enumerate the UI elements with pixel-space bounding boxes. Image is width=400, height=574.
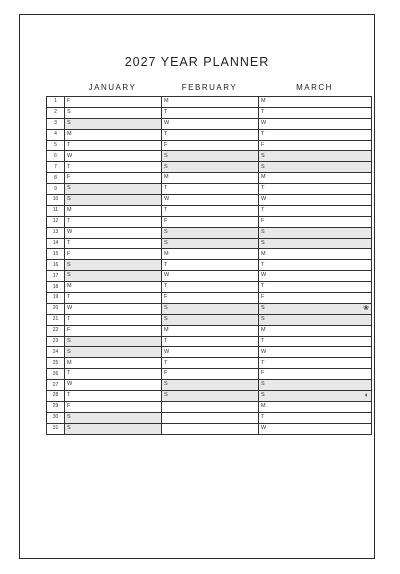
day-row bbox=[47, 303, 372, 314]
day-number: 21 bbox=[47, 314, 65, 325]
day-cell-jan[interactable]: T bbox=[65, 293, 162, 304]
day-cell-feb[interactable]: T bbox=[162, 184, 259, 195]
day-cell-jan[interactable]: T bbox=[65, 238, 162, 249]
day-cell-mar[interactable]: S ❀ bbox=[259, 303, 372, 314]
day-number: 30 bbox=[47, 412, 65, 423]
day-cell-feb[interactable]: M bbox=[162, 173, 259, 184]
day-number: 14 bbox=[47, 238, 65, 249]
day-row bbox=[47, 325, 372, 336]
day-cell-jan[interactable]: T bbox=[65, 369, 162, 380]
day-cell-mar[interactable]: F bbox=[259, 140, 372, 151]
day-cell-jan[interactable]: S bbox=[65, 347, 162, 358]
day-cell-jan[interactable]: S bbox=[65, 184, 162, 195]
day-cell-mar[interactable]: S bbox=[259, 238, 372, 249]
day-cell-feb[interactable]: S bbox=[162, 151, 259, 162]
day-row bbox=[47, 107, 372, 118]
month-header-march: MARCH bbox=[296, 83, 333, 92]
day-row bbox=[47, 195, 372, 206]
day-cell-mar[interactable]: W bbox=[259, 195, 372, 206]
day-cell-jan[interactable]: S bbox=[65, 423, 162, 434]
day-cell-mar[interactable]: S bbox=[259, 314, 372, 325]
day-cell-jan[interactable]: F bbox=[65, 97, 162, 108]
day-cell-feb[interactable] bbox=[162, 401, 259, 412]
day-cell-feb[interactable]: S bbox=[162, 314, 259, 325]
month-header-february: FEBRUARY bbox=[181, 83, 238, 92]
day-number: 3 bbox=[47, 118, 65, 129]
day-cell-feb[interactable]: S bbox=[162, 380, 259, 391]
day-cell-mar[interactable]: S bbox=[259, 227, 372, 238]
day-number: 28 bbox=[47, 391, 65, 402]
day-number: 1 bbox=[47, 97, 65, 108]
day-cell-feb[interactable]: S bbox=[162, 162, 259, 173]
day-row bbox=[47, 401, 372, 412]
day-cell-mar[interactable]: S bbox=[259, 380, 372, 391]
day-cell-jan[interactable]: T bbox=[65, 391, 162, 402]
day-cell-feb[interactable]: S bbox=[162, 227, 259, 238]
day-row bbox=[47, 293, 372, 304]
day-number: 8 bbox=[47, 173, 65, 184]
day-cell-feb[interactable]: W bbox=[162, 347, 259, 358]
day-number: 2 bbox=[47, 107, 65, 118]
day-cell-mar[interactable]: W bbox=[259, 423, 372, 434]
day-cell-feb[interactable]: T bbox=[162, 129, 259, 140]
day-row bbox=[47, 336, 372, 347]
day-cell-mar[interactable]: M bbox=[259, 97, 372, 108]
planner-page bbox=[19, 14, 375, 559]
day-cell-feb[interactable]: M bbox=[162, 97, 259, 108]
day-row bbox=[47, 238, 372, 249]
day-row bbox=[47, 358, 372, 369]
day-cell-jan[interactable]: S bbox=[65, 412, 162, 423]
day-cell-mar[interactable]: W bbox=[259, 118, 372, 129]
day-cell-jan[interactable]: M bbox=[65, 358, 162, 369]
day-cell-feb[interactable]: M bbox=[162, 249, 259, 260]
day-cell-jan[interactable]: M bbox=[65, 282, 162, 293]
day-cell-mar[interactable]: M bbox=[259, 325, 372, 336]
day-number: 17 bbox=[47, 271, 65, 282]
day-number: 25 bbox=[47, 358, 65, 369]
day-row bbox=[47, 369, 372, 380]
day-number: 26 bbox=[47, 369, 65, 380]
day-row bbox=[47, 260, 372, 271]
day-cell-jan[interactable]: S bbox=[65, 336, 162, 347]
day-row bbox=[47, 314, 372, 325]
day-cell-jan[interactable]: M bbox=[65, 129, 162, 140]
day-number: 19 bbox=[47, 293, 65, 304]
day-row bbox=[47, 162, 372, 173]
day-cell-feb[interactable]: T bbox=[162, 358, 259, 369]
day-row bbox=[47, 271, 372, 282]
day-cell-feb[interactable]: T bbox=[162, 260, 259, 271]
day-cell-mar[interactable]: T bbox=[259, 205, 372, 216]
day-number: 20 bbox=[47, 303, 65, 314]
day-row bbox=[47, 151, 372, 162]
day-cell-jan[interactable]: F bbox=[65, 325, 162, 336]
day-row bbox=[47, 347, 372, 358]
day-cell-jan[interactable]: S bbox=[65, 195, 162, 206]
day-cell-mar[interactable]: T bbox=[259, 358, 372, 369]
day-row bbox=[47, 227, 372, 238]
day-row bbox=[47, 282, 372, 293]
day-cell-mar[interactable]: T bbox=[259, 412, 372, 423]
day-cell-feb[interactable]: S bbox=[162, 303, 259, 314]
day-row bbox=[47, 412, 372, 423]
page-title: 2027 YEAR PLANNER bbox=[124, 55, 270, 69]
day-number: 10 bbox=[47, 195, 65, 206]
day-cell-jan[interactable]: T bbox=[65, 314, 162, 325]
day-cell-jan[interactable]: W bbox=[65, 151, 162, 162]
day-cell-jan[interactable]: T bbox=[65, 216, 162, 227]
day-row bbox=[47, 216, 372, 227]
planner-grid bbox=[46, 83, 371, 435]
day-row bbox=[47, 118, 372, 129]
day-cell-feb[interactable]: F bbox=[162, 216, 259, 227]
day-row bbox=[47, 97, 372, 108]
day-number: 6 bbox=[47, 151, 65, 162]
day-cell-jan[interactable]: S bbox=[65, 271, 162, 282]
day-number: 9 bbox=[47, 184, 65, 195]
day-number: 4 bbox=[47, 129, 65, 140]
day-row bbox=[47, 423, 372, 434]
day-cell-feb[interactable]: F bbox=[162, 140, 259, 151]
day-cell-jan[interactable]: F bbox=[65, 249, 162, 260]
day-cell-feb[interactable]: W bbox=[162, 271, 259, 282]
day-cell-mar[interactable]: F bbox=[259, 293, 372, 304]
day-row bbox=[47, 380, 372, 391]
day-number: 18 bbox=[47, 282, 65, 293]
day-cell-mar[interactable]: S ◐ bbox=[259, 391, 372, 402]
day-number: 7 bbox=[47, 162, 65, 173]
day-number: 23 bbox=[47, 336, 65, 347]
day-cell-jan[interactable]: F bbox=[65, 173, 162, 184]
day-cell-jan[interactable]: W bbox=[65, 227, 162, 238]
day-cell-jan[interactable]: S bbox=[65, 118, 162, 129]
day-row bbox=[47, 205, 372, 216]
day-cell-feb[interactable]: S bbox=[162, 391, 259, 402]
day-cell-feb[interactable]: T bbox=[162, 282, 259, 293]
planner-table bbox=[46, 96, 372, 435]
day-number: 5 bbox=[47, 140, 65, 151]
day-cell-jan[interactable]: T bbox=[65, 140, 162, 151]
day-cell-feb[interactable]: F bbox=[162, 293, 259, 304]
moon-phase-icon: ◐ bbox=[364, 392, 369, 400]
day-cell-mar[interactable]: S bbox=[259, 151, 372, 162]
day-cell-mar[interactable]: M bbox=[259, 249, 372, 260]
day-cell-mar[interactable]: T bbox=[259, 282, 372, 293]
day-number: 15 bbox=[47, 249, 65, 260]
day-number: 29 bbox=[47, 401, 65, 412]
day-cell-mar[interactable]: M bbox=[259, 173, 372, 184]
day-row bbox=[47, 173, 372, 184]
day-row bbox=[47, 129, 372, 140]
day-cell-mar[interactable]: T bbox=[259, 129, 372, 140]
day-row bbox=[47, 140, 372, 151]
day-cell-feb[interactable]: T bbox=[162, 205, 259, 216]
day-cell-jan[interactable]: S bbox=[65, 107, 162, 118]
day-cell-jan[interactable]: M bbox=[65, 205, 162, 216]
month-header-row bbox=[46, 83, 371, 96]
day-cell-feb[interactable] bbox=[162, 423, 259, 434]
day-cell-feb[interactable]: F bbox=[162, 369, 259, 380]
day-cell-feb[interactable] bbox=[162, 412, 259, 423]
day-cell-mar[interactable]: F bbox=[259, 216, 372, 227]
day-number: 24 bbox=[47, 347, 65, 358]
day-number: 16 bbox=[47, 260, 65, 271]
day-cell-mar[interactable]: S bbox=[259, 162, 372, 173]
day-cell-feb[interactable]: W bbox=[162, 195, 259, 206]
day-row bbox=[47, 249, 372, 260]
day-cell-mar[interactable]: T bbox=[259, 184, 372, 195]
month-header-january: JANUARY bbox=[88, 83, 137, 92]
day-cell-jan[interactable]: T bbox=[65, 162, 162, 173]
day-cell-mar[interactable]: M bbox=[259, 401, 372, 412]
day-cell-jan[interactable]: S bbox=[65, 260, 162, 271]
day-cell-mar[interactable]: W bbox=[259, 347, 372, 358]
day-number: 31 bbox=[47, 423, 65, 434]
day-cell-mar[interactable]: T bbox=[259, 260, 372, 271]
day-number: 11 bbox=[47, 205, 65, 216]
day-cell-jan[interactable]: F bbox=[65, 401, 162, 412]
day-number: 27 bbox=[47, 380, 65, 391]
day-cell-feb[interactable]: S bbox=[162, 238, 259, 249]
day-cell-mar[interactable]: W bbox=[259, 271, 372, 282]
day-number: 12 bbox=[47, 216, 65, 227]
day-number: 22 bbox=[47, 325, 65, 336]
day-cell-mar[interactable]: T bbox=[259, 336, 372, 347]
day-cell-feb[interactable]: W bbox=[162, 118, 259, 129]
day-cell-mar[interactable]: T bbox=[259, 107, 372, 118]
day-cell-feb[interactable]: M bbox=[162, 325, 259, 336]
day-cell-jan[interactable]: W bbox=[65, 380, 162, 391]
day-number: 13 bbox=[47, 227, 65, 238]
day-cell-feb[interactable]: T bbox=[162, 107, 259, 118]
day-row bbox=[47, 184, 372, 195]
day-cell-jan[interactable]: W bbox=[65, 303, 162, 314]
day-row bbox=[47, 391, 372, 402]
flower-icon: ❀ bbox=[363, 304, 369, 312]
day-cell-mar[interactable]: F bbox=[259, 369, 372, 380]
day-cell-feb[interactable]: T bbox=[162, 336, 259, 347]
